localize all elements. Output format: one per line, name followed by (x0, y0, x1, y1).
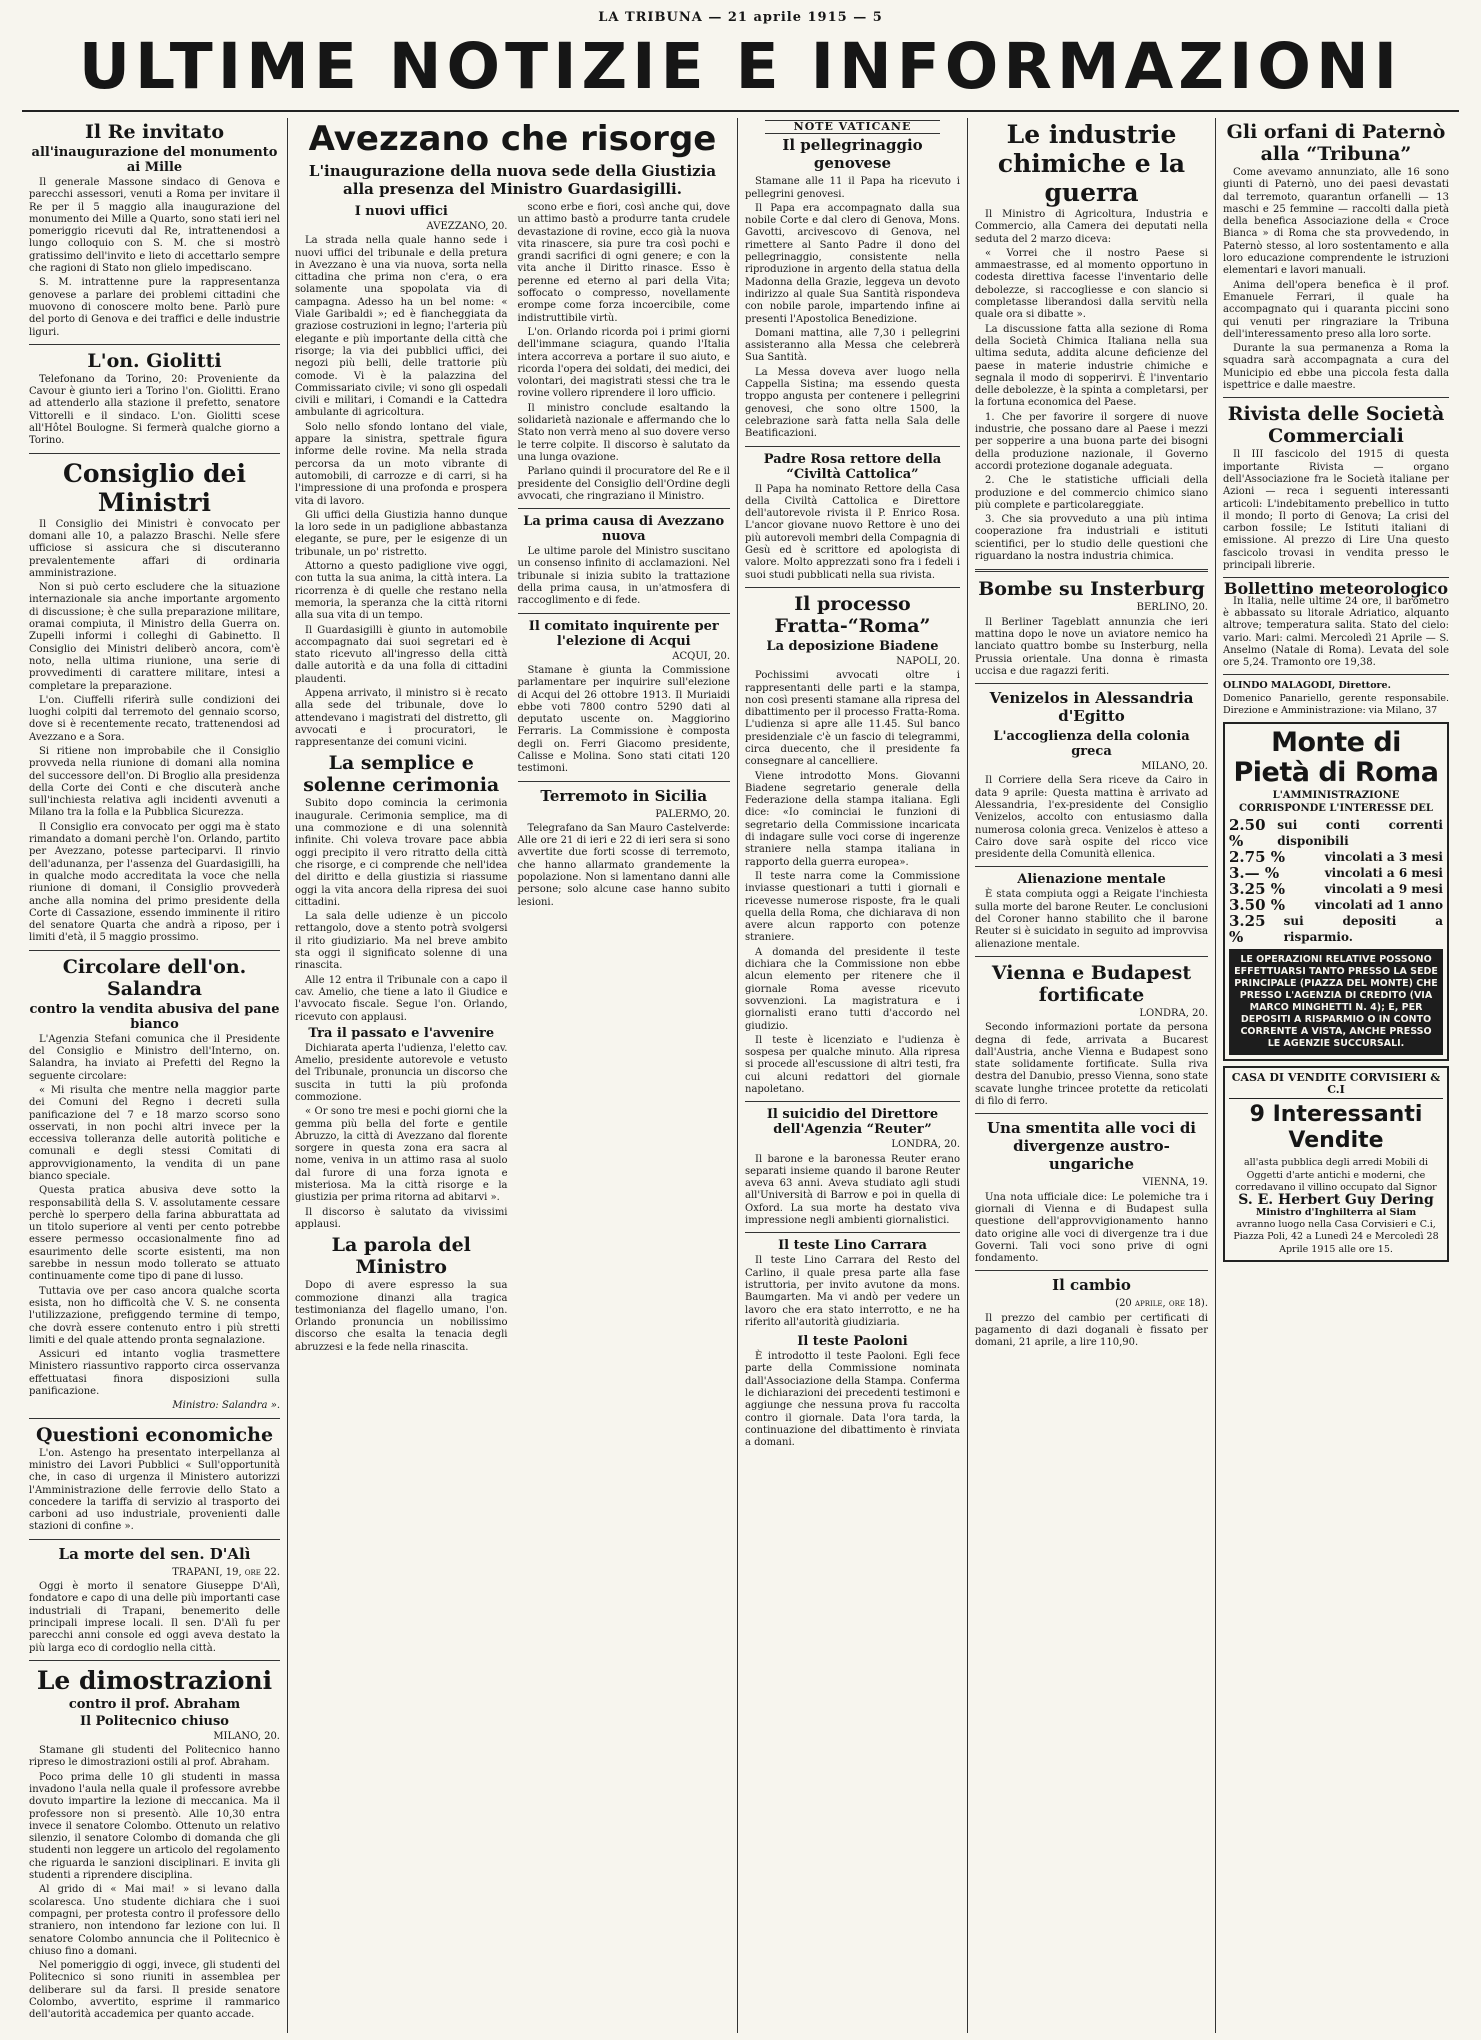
rate-value: 2.75 % (1229, 847, 1286, 866)
paragraph: Una nota ufficiale dice: Le polemiche tra i giornali di Vienna e di Budapest sulla questione dell'approvvigionamento hanno dato origine alle voci di divergenze tra i due Governi. Tali voci sono prive di ogni fondamento. (975, 1191, 1208, 1265)
paragraph: Il barone e la baronessa Reuter erano separati insieme quando il barone Reuter aveva 63 anni. Aveva studiato agli studi all'Università di Barrow e poi in quella di Oxford. La sua morte ha destato viva impressione negli ambienti giornalistici. (745, 1153, 960, 1227)
paragraph: Il teste Lino Carrara del Resto del Carlino, il quale presa parte alla fase istruttoria, per invito avutone da mons. Baumgarten. Ma vi andò per vedere un lavoro che era stato interrotto, e ne ha riferito all'autorità giudiziaria. (745, 1255, 960, 1328)
paragraph: Il Consiglio era convocato per oggi ma è stato rimandato a domani perchè l'on. Orlando, partito per Avezzano, potesse parteciparvi. Il rinvio dell'adunanza, per l'assenza del Guardasigilli, ha in qualche modo accreditata la voce che nella riunione di domani, il Consiglio provvederà anche alla nomina del primo presidente della Corte di Cassazione, essendo imminente il ritiro del senatore Quarta che andrà a riposo, per i limiti d'età, il 5 maggio prossimo. (29, 821, 280, 944)
advert-head: CASA DI VENDITE CORVISIERI & C.I (1229, 1072, 1443, 1100)
paragraph: « Mi risulta che mentre nella maggior parte dei Comuni del Regno i decreti sulla panificazione del 7 e 18 marzo scorso sono osservati, in non pochi altri invece per la eccessiva tolleranza delle autorità politiche e comunali e degli stessi Comitati di approvvigionamento, la vendita di un pane bianco speciale. (29, 1084, 280, 1182)
headline: Bollettino meteorologico (1223, 579, 1449, 599)
subheadline: La deposizione Biadene (766, 638, 939, 654)
headline: Una smentita alle voci di divergenze austro-ungariche (986, 1119, 1197, 1174)
paragraph: La discussione fatta alla sezione di Roma della Società Chimica Italiana nella sua ultima seduta, addita alcune deficienze del paese in materie industrie chimiche e segnala il modo di sopperirvi. È l'inventario delle debolezze, è la spinta a completarsi, per la fortuna economica del Paese. (975, 323, 1208, 409)
dateline: NAPOLI, 20. (896, 655, 960, 667)
avezzano-left (295, 202, 508, 1356)
dateline: (20 aprile, ore 18). (1115, 1298, 1208, 1310)
headline: Le dimostrazioni (36, 1665, 273, 1695)
paragraph: Oggi è morto il senatore Giuseppe D'Alì, fondatore e capo di una delle più importanti case industriali di Trapani, benemerito delle principali imprese locali. Il sen. D'Alì fu per parecchi anni console ed oggi aveva destato la più larga eco di cordoglio nella città. (29, 1581, 280, 1654)
article-teste-carrara (745, 1238, 960, 1329)
article-bombe-insterburg (975, 578, 1208, 678)
paragraph: Come avevamo annunziato, alle 16 sono giunti di Paternò, uno dei paesi devastati dal terremoto, quarantun orfanelli — 13 maschi e 25 femmine — raccolti dalla pietà della benefica Associazione della « Croce Bianca » di Roma che sta provvedendo, in Paternò stesso, al loro sostentamento e alla loro educazione comprendente le istruzioni elementari e lavori manuali. (1223, 167, 1449, 277)
rate-description: vincolati a 3 mesi (1324, 849, 1443, 864)
advert-name-sub: Ministro d'Inghilterra al Siam (1255, 1206, 1417, 1218)
paragraph: La sala delle udienze è un piccolo rettangolo, dove a stento potrà svolgersi il rito giudiziario. Ma nel breve ambito sta oggi il significato solenne di una rinascita. (295, 911, 508, 972)
subheadline: Il Politecnico chiuso (80, 1713, 229, 1729)
paragraph: scono erbe e fiori, così anche qui, dove un attimo bastò a produrre tanta crudele devastazione di rovine, ecco già la nuova vita rinascere, sia pure tra così pochi e grandi sacrifici di ogni genere; e con la vita anche il Diritto rinasce. Esso è perenne ed eterno al pari della Vita; soffocato o compresso, novellamente erompe come forza incoercibile, come indistruttibile virtù. (517, 202, 730, 324)
dateline: ACQUI, 20. (672, 650, 730, 662)
paragraph: È introdotto il teste Paoloni. Egli fece parte della Commissione nominata dall'Associazione della Stampa. Conferma le dichiarazioni dei precedenti testimoni e aggiunge che nessuna prova fu raccolta contro il giornale. Data l'ora tarda, la continuazione del dibattimento è rinviata a domani. (745, 1351, 960, 1449)
paragraph: Secondo informazioni portate da persona degna di fede, arrivata a Bucarest dall'Austria, anche Vienna e Budapest sono state solidamente fortificate. Sulla riva destra del Danubio, presso Vienna, sono state scavate lunghe trincee protette da reticolati di filo di ferro. (975, 1022, 1208, 1108)
paragraph: Il Berliner Tageblatt annunzia che ieri mattina dopo le nove un aviatore nemico ha lanciato quattro bombe su Insterburg, nella Prussia orientale. Una donna è rimasta uccisa e due ragazzi feriti. (975, 616, 1208, 677)
article-bollettino-meteo (1223, 579, 1449, 669)
rate-row (1229, 849, 1443, 865)
article-alienazione (975, 872, 1208, 950)
advert-monte-pieta (1223, 722, 1449, 1061)
headline: Bombe su Insterburg (978, 578, 1205, 601)
page-banner: ULTIME NOTIZIE E INFORMAZIONI (22, 26, 1459, 112)
headline: Circolare dell'on. Salandra (62, 955, 247, 1000)
headline: Vienna e Budapest fortificate (991, 961, 1192, 1006)
paragraph: Stamane è giunta la Commissione parlamentare per inquirire sull'elezione di Acqui del 26 ottobre 1913. Il Muriaidi ebbe voti 7800 contro 5290 dati al deputato uscente on. Maggiorino Ferraris. La Commissione è composta degli on. Ferri Giacomo presidente, Calisse e Molina. Sono stati citati 120 testimoni. (517, 664, 730, 775)
director-subline: Domenico Panariello, gerente responsabile. Direzione e Amministrazione: via Milano, 37 (1223, 692, 1449, 716)
dateline: LONDRA, 20. (1139, 1007, 1208, 1019)
article-suicidio-reuter (745, 1107, 960, 1227)
article-cambio (975, 1276, 1208, 1349)
advert-title: 9 Interessanti Vendite (1249, 1102, 1423, 1154)
main-headline: Avezzano che risorge (308, 119, 717, 159)
section-kicker: NOTE VATICANE (765, 120, 940, 134)
headline: Consiglio dei Ministri (62, 458, 247, 517)
column-2 (288, 118, 738, 2033)
section-heading: La prima causa di Avezzano nuova (523, 514, 725, 545)
rate-value: 3.50 % (1229, 895, 1286, 914)
paragraph: Il discorso è salutato da vivissimi applausi. (295, 1206, 508, 1230)
director-line: OLINDO MALAGODI, Direttore. (1223, 680, 1391, 692)
advert-subtitle: L'AMMINISTRAZIONE CORRISPONDE L'INTERESSE DEL (1239, 790, 1433, 814)
advert-foot: avranno luogo nella Casa Corvisieri e C.i, Piazza Poli, 42 a Lunedì 24 e Mercoledì 28 Aprile 1915 alle ore 15. (1233, 1218, 1439, 1255)
paragraph: Viene introdotto Mons. Giovanni Biadene segretario generale della Federazione della stampa italiana. Egli dice: «Io cominciai le funzioni di segretario della Commissione incaricata di indagare sulle voci corse di ingerenze straniere nella stampa italiana in rapporto della guerra europea». (745, 770, 960, 868)
headline: Questioni economiche (35, 1423, 274, 1446)
headline: Alienazione mentale (1017, 872, 1166, 888)
dateline: MILANO, 20. (1141, 761, 1208, 773)
article-questioni (29, 1424, 280, 1534)
subheadline: all'inaugurazione del monumento ai Mille (31, 145, 278, 175)
signature: Ministro: Salandra ». (172, 1400, 280, 1412)
headline: Terremoto in Sicilia (540, 786, 708, 805)
paragraph: Non si può certo escludere che la situazione internazionale sia anche importante argomento di discussione; è che sulla preparazione militare, oramai compiuta, il Ministro della Guerra on. Zupelli informi i colleghi di Gabinetto. Il Consiglio dei Ministri deliberò ancora, com'è noto, nella ultima riunione, una serie di provvedimenti di carattere militare, intesi a completare la preparazione. (29, 582, 280, 692)
paragraph: Telegrafano da San Mauro Castelverde: Alle ore 21 di ieri e 22 di ieri sera si sono avvertite due forti scosse di terremoto, che hanno allarmato grandemente la popolazione. Non si lamentano danni alle persone; solo alcune case hanno subito lesioni. (517, 822, 730, 908)
dateline: TRAPANI, 19, ore 22. (172, 1566, 280, 1578)
article-rivista-societa (1223, 403, 1449, 572)
article-teste-paoloni (745, 1334, 960, 1449)
paragraph: Durante la sua permanenza a Roma la squadra sarà accompagnata a cura del Municipio ed ebbe una piccola festa dalla ispettrice e dalle maestre. (1223, 343, 1449, 392)
paragraph: Il Papa era accompagnato dalla sua nobile Corte e dal clero di Genova, Mons. Gavotti, arcivescovo di Genova, nel rimettere al Santo Padre il dono del pellegrinaggio, consistente nella riproduzione in argento della statua della Madonna della Grazie, leggeva un devoto indirizzo al quale Sua Santità rispondeva con nobile parole, impartendo infine ai presenti l'Apostolica Benedizione. (745, 202, 960, 325)
paragraph: L'Agenzia Stefani comunica che il Presidente del Consiglio e Ministro dell'Interno, on. Salandra, ha inviato ai Prefetti del Regno la seguente circolare: (29, 1033, 280, 1082)
advert-name: S. E. Herbert Guy Dering (1238, 1192, 1434, 1209)
section-heading: Tra il passato e l'avvenire (308, 1025, 495, 1041)
article-re-invitato (29, 121, 280, 339)
article-processo-fratta (745, 593, 960, 1096)
article-industrie-chimiche (975, 120, 1208, 563)
rate-row (1229, 881, 1443, 897)
headline: L'on. Giolitti (87, 349, 222, 372)
dateline: VIENNA, 19. (1142, 1177, 1208, 1189)
paragraph: Stamane alle 11 il Papa ha ricevuto i pellegrini genovesi. (745, 176, 960, 200)
paragraph: Questa pratica abusiva deve sotto la responsabilità della S. V. assolutamente cessare perchè lo sperpero della farina abburattata ad un titolo superiore al venti per cento potrebbe essere permesso occasionalmente fino ad esaurimento delle scorte esistenti, ma non sarebbe in nessun modo tollerato se attuato continuamente come tipo di pane di lusso. (29, 1185, 280, 1283)
article-padre-rosa (745, 452, 960, 582)
rate-description: sui conti correnti disponibili (1277, 817, 1443, 848)
rate-value: 3.— % (1229, 863, 1280, 882)
headline: Il processo Fratta-“Roma” (774, 592, 931, 637)
paragraph: Poco prima delle 10 gli studenti in massa invadono l'aula nella quale il professore avrebbe dovuto impartire la lezione di meccanica. Ma il professore non si presentò. Alle 10,30 entra invece il senatore Colombo. Ottenuto un relativo silenzio, il senatore Colombo di domanda che gli studenti non leggere un articolo del regolamento che riguarda le sanzioni disciplinari. E invita gli studenti a riprendere disciplina. (29, 1771, 280, 1882)
dateline: AVEZZANO, 20. (426, 221, 508, 232)
paragraph: Il prezzo del cambio per certificati di pagamento di dazi doganali è fissato per domani, 21 aprile, a lire 110,90. (975, 1312, 1208, 1349)
column-5 (1216, 118, 1456, 2033)
headline: La morte del sen. D'Alì (58, 1544, 251, 1563)
subheadline: L'accoglienza della colonia greca (993, 729, 1190, 760)
paragraph: Il Ministro di Agricoltura, Industria e Commercio, alla Camera dei deputati nella seduta del 2 marzo diceva: (975, 209, 1208, 245)
article-vienna-budapest (975, 962, 1208, 1108)
article-consiglio (29, 459, 280, 945)
headline: Il teste Lino Carrara (778, 1238, 927, 1254)
column-4 (968, 118, 1216, 2033)
section-heading: La parola del Ministro (331, 1234, 471, 1279)
paragraph: Nel pomeriggio di oggi, invece, gli studenti del Politecnico si sono riuniti in assemblea per deliberare sul da farsi. Il preside senatore Colombo, avvertito, esprime il rammarico dell'autorità accademica per quanto accade. (29, 1960, 280, 2021)
rate-description: sui depositi a risparmio. (1283, 913, 1443, 944)
paragraph: 2. Che le statistiche ufficiali della produzione e del commercio chimico siano più complete e particolareggiate. (975, 475, 1208, 511)
headline: Il cambio (1052, 1276, 1131, 1295)
dateline: BERLINO, 20. (1136, 602, 1208, 614)
headline: Il Re invitato (84, 121, 225, 143)
rate-description: vincolati a 6 mesi (1324, 865, 1443, 880)
paragraph: La Messa doveva aver luogo nella Cappella Sistina; ma essendo questa troppo angusta per contenere i pellegrini genovesi, che sono oltre 1500, la celebrazione sarà fatta nella Sala delle Beatificazioni. (745, 366, 960, 440)
rate-row (1229, 865, 1443, 881)
paragraph: Il Consiglio dei Ministri è convocato per domani alle 10, a palazzo Braschi. Nelle sfere ufficiose si assicura che si discuteranno prevalentemente affari di ordinaria amministrazione. (29, 518, 280, 579)
paragraph: Anima dell'opera benefica è il prof. Emanuele Ferrari, il quale ha accompagnato qui i quaranta piccini sono qui venuti per ringraziare la Tribuna dell'interessamento preso alla loro sorte. (1223, 279, 1449, 340)
advert-notice: LE OPERAZIONI RELATIVE POSSONO EFFETTUARSI TANTO PRESSO LA SEDE PRINCIPALE (PIAZZA DEL MONTE) CHE PRESSO L'AGENZIA DI CREDITO (VIA MARCO MINGHETTI N. 4); E, PER DEPOSITI A RISPARMIO O IN CONTO CORRENTE A VISTA, ANCHE PRESSO LE AGENZIE SUCCURSALI. (1229, 949, 1443, 1055)
paragraph: Il teste è licenziato e l'udienza è sospesa per qualche minuto. Alla ripresa si procede all'escussione di altri testi, fra cui alcuni redattori del giornale napoletano. (745, 1034, 960, 1095)
paragraph: Il Papa ha nominato Rettore della Casa della Civiltà Cattolica e Direttore dell'autorevole rivista il P. Enrico Rosa. L'ancor giovane nuovo Rettore è uno dei più autorevoli membri della Compagnia di Gesù ed è scrittore ed apologista di valore. Molto apprezzati sono fra i fedeli i suoi studi pubblicati nella sua rivista. (745, 483, 960, 581)
dateline: PALERMO, 20. (655, 808, 730, 820)
headline: Le industrie chimiche e la guerra (997, 120, 1186, 207)
paragraph: Domani mattina, alle 7,30 i pellegrini assisteranno alla Messa che celebrerà Sua Santità. (745, 327, 960, 364)
paragraph: Alle 12 entra il Tribunale con a capo il cav. Amelio, che tiene a lato il Giudice e l'avvocato fiscale. Segue l'on. Orlando, ricevuto con applausi. (295, 974, 508, 1023)
article-orfani-paterno (1223, 121, 1449, 392)
paragraph: Attorno a questo padiglione vive oggi, con tutta la sua anima, la città intera. La ricorrenza è di quelle che restano nella memoria, la speranza che la città ritorni alla sua vita di un tempo. (295, 561, 508, 622)
paragraph: L'on. Orlando ricorda poi i primi giorni dell'immane sciagura, quando l'Italia intera accorreva a portare il suo aiuto, e ricorda l'opera dei soldati, dei medici, dei volontari, dei magistrati stessi che tra le rovine vollero riprendere il loro ufficio. (517, 326, 730, 400)
columns (22, 118, 1459, 2033)
paragraph: In Italia, nelle ultime 24 ore, il barometro è abbassato su litorale Adriatico, alquanto altrove; temperatura salita. Stato del cielo: vario. Mari: calmi. Mercoledì 21 Aprile — S. Anselmo (Natale di Roma). Levata del sole ore 5,24. Tramonto ore 19,38. (1223, 595, 1449, 669)
paragraph: S. M. intrattenne pure la rappresentanza genovese a parlare dei problemi cittadini che muovono di conoscere molto bene. Parlò pure del porto di Genova e dei traffici e delle industrie liguri. (29, 277, 280, 338)
paragraph: Il generale Massone sindaco di Genova e parecchi assessori, venuti a Roma per invitare il Re per il 5 maggio alla inaugurazione del monumento dei Mille a Quarto, sono stati ieri nel pomeriggio ricevuti dal Re, intrattenendosi a lungo colloquio con S. M. che si mostrò gratissimo dell'invito e lieto di accettarlo sempre che ragioni di Stato non glielo impediscano. (29, 177, 280, 275)
headline: Venizelos in Alessandria d'Egitto (989, 689, 1194, 726)
paragraph: Pochissimi avvocati oltre i rappresentanti delle parti e la stampa, non così presenti stamane alla ripresa del dibattimento per il processo Fratta-Roma. L'udienza si apre alle 11.45. Sul banco presidenziale c'è un fascio di telegrammi, circa duecento, che il presidente fa consegnare al cancelliere. (745, 670, 960, 768)
paragraph: Il Guardasigilli è giunto in automobile accompagnato dai suoi segretari ed è stato ricevuto all'ingresso della città dalle autorità e da una folla di cittadini plaudenti. (295, 624, 508, 685)
headline: Il comitato inquirente per l'elezione di Acqui (528, 618, 719, 649)
advert-corvisieri (1223, 1066, 1449, 1262)
paragraph: Telefonano da Torino, 20: Proveniente da Cavour è giunto ieri a Torino l'on. Giolitti. Erano ad attenderlo alla stazione il prefetto, senatore Vittorelli e il sindaco. L'on. Giolitti scese all'Hôtel Boulogne. Si fermerà qualche giorno a Torino. (29, 373, 280, 447)
avezzano-right (518, 202, 731, 1356)
article-morte-dali (29, 1545, 280, 1655)
rate-description: vincolati a 9 mesi (1324, 881, 1443, 896)
rate-row (1229, 913, 1443, 945)
running-head: LA TRIBUNA — 21 aprile 1915 — 5 (598, 10, 883, 25)
paragraph: Tuttavia ove per caso ancora qualche scorta esista, non ho difficoltà che V. S. ne consenta l'utilizzazione, prefiggendo termine di tempo, che dovrà essere contenuto entro i più stretti limiti e del quale attendo pronta segnalazione. (29, 1285, 280, 1346)
dateline: LONDRA, 20. (891, 1139, 960, 1151)
article-pellegrinaggio (745, 136, 960, 440)
paragraph: L'on. Astengo ha presentato interpellanza al ministro dei Lavori Pubblici « Sull'opportunità che, in caso di urgenza il Ministero autorizzi l'Amministrazione delle ferrovie dello Stato a concedere la tariffa di servizio al trasporto dei carboni ad uso industriale, provenienti dalle stazioni di confine ». (29, 1447, 280, 1533)
paragraph: Stamane gli studenti del Politecnico hanno ripreso le dimostrazioni ostili al prof. Abraham. (29, 1745, 280, 1769)
headline: Gli orfani di Paternò alla “Tribuna” (1226, 121, 1446, 165)
headline: Il pellegrinaggio genovese (782, 136, 923, 173)
paragraph: Il teste narra come la Commissione inviasse questionari a tutti i giornali e ricevesse numerose risposte, fra le quali quella della Roma, che dichiarava di non avere alcun rapporto con potenze straniere. (745, 870, 960, 944)
paragraph: 3. Che sia provveduto a una più intima cooperazione fra industriali e istituti scientifici, per lo studio delle questioni che riguardano la nostra industria chimica. (975, 514, 1208, 563)
paragraph: Le ultime parole del Ministro suscitano un consenso infinito di acclamazioni. Nel tribunale si inizia subito la trattazione della prima causa, in un'atmosfera di raccoglimento e di fede. (517, 546, 730, 607)
paragraph: « Vorrei che il nostro Paese si ammaestrasse, ed al momento opportuno in codesta direttiva facesse l'inventario delle debolezze, si raccogliesse e con slancio si completasse liberandosi dalla servitù nella quale ora si dibatte ». (975, 247, 1208, 321)
paragraph: Dichiarata aperta l'udienza, l'eletto cav. Amelio, presidente autorevole e vetusto del Tribunale, pronuncia un discorso che suscita in tutti la più profonda commozione. (295, 1042, 508, 1103)
article-dimostrazioni (29, 1666, 280, 2022)
column-3 (738, 118, 968, 2033)
paragraph: Il ministro conclude esaltando la solidarietà nazionale e affermando che lo Stato non verrà meno al suo dovere verso le terre colpite. Il discorso è salutato da una lunga ovazione. (517, 402, 730, 463)
paragraph: A domanda del presidente il teste dichiara che la Commissione non ebbe alcun elemento per ritenere che il giornale Roma avesse ricevuto sovvenzioni. La magistratura e i giornalisti erano tutti d'accordo nel giudizio. (745, 946, 960, 1032)
avezzano-two-columns (295, 202, 730, 1356)
paragraph: L'on. Ciuffelli riferirà sulle condizioni dei luoghi colpiti dal terremoto del gennaio scorso, dove si è recentemente recato, trattenendosi ad Avezzano e a Sora. (29, 694, 280, 743)
rate-value: 2.50 % (1229, 815, 1266, 850)
paragraph: Al grido di « Mai mai! » si levano dalla scolaresca. Uno studente dichiara che i suoi compagni, per protesta contro il professore dello straniero, non intendono far lezione con lui. Il senatore Colombo annuncia che il Politecnico è chiuso fino a domani. (29, 1884, 280, 1957)
article-smentita (975, 1119, 1208, 1265)
paragraph: È stata compiuta oggi a Reigate l'inchiesta sulla morte del barone Reuter. Le conclusioni del Coroner hanno stabilito che il barone Reuter si è suicidato in seguito ad improvvisa alienazione mentale. (975, 889, 1208, 950)
subheadline: contro la vendita abusiva del pane bianco (29, 1001, 280, 1032)
rates-list (1229, 817, 1443, 945)
section-heading: I nuovi uffici (354, 204, 448, 219)
rate-value: 3.25 % (1229, 879, 1286, 898)
headline: Il suicidio del Direttore dell'Agenzia “Reuter” (766, 1107, 939, 1138)
column-1 (22, 118, 288, 2033)
paragraph: Il III fascicolo del 1915 di questa importante Rivista — organo dell'Associazione fra le Società italiane per Azioni — reca i seguenti interessanti articoli: L'indebitamento prebellico in tutto il mondo; Il porto di Genova; La crisi del carbon fossile; Le Istituti italiani di emissione. Al prezzo di Lire Una questo fascicolo trovasi in vendita presso le principali librerie. (1223, 449, 1449, 572)
paragraph: Subito dopo comincia la cerimonia inaugurale. Cerimonia semplice, ma di una commozione e di una solennità infinite. Chi voleva trovare pace abbia oggi precipito il vero ritratto della città che risorge, e ci comprende che nell'idea del diritto e della giustizia si riassume oggi la vita ancora della ripresa dei suoi cittadini. (295, 798, 508, 908)
dateline: MILANO, 20. (213, 1730, 280, 1742)
subheadline: contro il prof. Abraham (68, 1696, 241, 1712)
paragraph: Solo nello sfondo lontano del viale, appare la sinistra, spettrale figura informe delle rovine. Ma nella strada percorsa da un moto vibrante di automobili, di carrozze e di carri, si ha l'impressione di una profonda e prospera vita di lavoro. (295, 421, 508, 507)
paragraph: Il Corriere della Sera riceve da Cairo in data 9 aprile: Questa mattina è arrivato ad Alessandria, l'ex-presidente del Consiglio Venizelos, accolto con entusiasmo dalla numerosa colonia greca. Venizelos è atteso a Cairo dove sarà ospite del ricco vice presidente della Comunità ellenica. (975, 775, 1208, 861)
article-venizelos (975, 689, 1208, 861)
paragraph: Dopo di avere espresso la sua commozione dinanzi alla tragica testimonianza del flagello umano, l'on. Orlando pronuncia un nobilissimo discorso che esalta la tenacia degli abruzzesi e la fede nella rinascita. (295, 1280, 508, 1353)
paragraph: 1. Che per favorire il sorgere di nuove industrie, che possano dare al Paese i mezzi per sopperire a una buona parte dei bisogni della produzione nazionale, il Governo accordi protezione doganale adeguata. (975, 411, 1208, 472)
advert-body: all'asta pubblica degli arredi Mobili di Oggetti d'arte antichi e moderni, che corredavano il villino occupato dal Signor (1235, 1157, 1437, 1194)
paragraph: Assicuri ed intanto voglia trasmettere Ministero riassuntivo rapporto circa osservanza effettuatasi finora disposizioni sulla panificazione. (29, 1349, 280, 1398)
article-giolitti (29, 350, 280, 448)
advert-title: Monte di Pietà di Roma (1233, 727, 1439, 789)
headline: Il teste Paoloni (797, 1334, 908, 1350)
rate-row (1229, 897, 1443, 913)
paragraph: Si ritiene non improbabile che il Consiglio provveda nella riunione di domani alla nomina del successore dell'on. Di Broglio alla presidenza della Corte dei Conti e che discuterà anche sull'inchiesta relativa agli incidenti avvenuti a Milano tra la folla e la Pubblica Sicurezza. (29, 745, 280, 819)
paragraph: Gli uffici della Giustizia hanno dunque la loro sede in un padiglione abbastanza elegante, se pure, per le esigenze di un tribunale, un po' ristretto. (295, 509, 508, 558)
paragraph: Appena arrivato, il ministro si è recato alla sede del tribunale, dove lo attendevano i magistrati del distretto, gli avvocati e i procuratori, le rappresentanze dei comuni vicini. (295, 687, 508, 749)
article-salandra (29, 956, 280, 1413)
paragraph: « Or sono tre mesi e pochi giorni che la gemma più bella del forte e gentile Abruzzo, la città di Avezzano dal florente sorgere in questa zona era sacra al nome, veniva in un attimo rasa al suolo dal furore di una forza ignota e misteriosa. Ma la città risorge e la giustizia per prima ritorna ad abitarvi ». (295, 1106, 508, 1204)
rate-description: vincolati ad 1 anno (1314, 897, 1443, 912)
rate-value: 3.25 % (1229, 911, 1266, 946)
paragraph: Parlano quindi il procuratore del Re e il presidente del Consiglio dell'Ordine degli avvocati, che ringraziano il Ministro. (517, 466, 730, 502)
rate-row (1229, 817, 1443, 849)
section-heading: La semplice e solenne cerimonia (303, 752, 500, 797)
main-subheadline: L'inaugurazione della nuova sede della Giustizia alla presenza del Ministro Guardasigilli. (308, 162, 717, 198)
headline: Padre Rosa rettore della “Civiltà Cattolica” (763, 451, 942, 482)
headline: Rivista delle Società Commerciali (1227, 403, 1445, 448)
paragraph: La strada nella quale hanno sede i nuovi uffici del tribunale e della pretura in Avezzano è una via nuova, sorta nella cittadina che prima non c'era, o era solamente una spopolata via di campagna. Adesso ha un bel nome: « Viale Garibaldi »; ed è fiancheggiata da graziose costruzioni in legno; l'arteria più elegante e più importante della città che risorge; la via dei pubblici uffici, dei negozi più belli, delle trattorie più comode. Vi è la palazzina del Commissariato civile; vi sono gli ospedali civili e militari, i Comandi e la Cattedra ambulante di agricoltura. (295, 235, 508, 419)
